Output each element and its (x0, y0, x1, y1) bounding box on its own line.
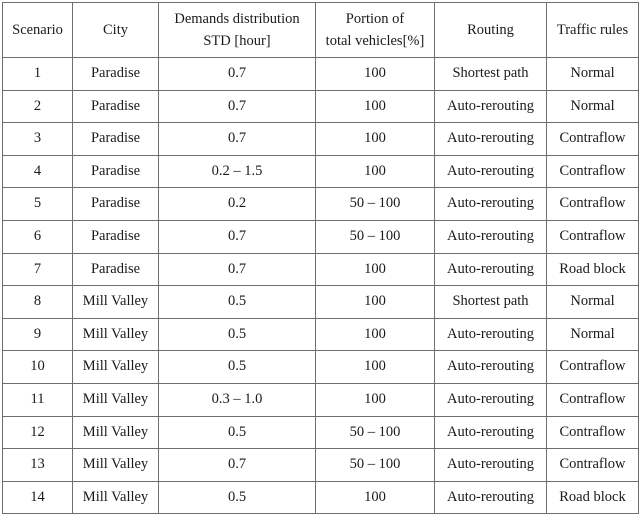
cell-portion: 100 (316, 318, 435, 351)
cell-demands: 0.7 (159, 90, 316, 123)
cell-routing: Auto-rerouting (435, 449, 547, 482)
cell-demands: 0.7 (159, 220, 316, 253)
cell-demands: 0.5 (159, 351, 316, 384)
table-row (3, 383, 639, 416)
cell-routing: Auto-rerouting (435, 188, 547, 221)
cell-traffic: Contraflow (547, 383, 639, 416)
cell-routing: Auto-rerouting (435, 383, 547, 416)
cell-scenario: 10 (3, 351, 73, 384)
cell-routing: Auto-rerouting (435, 253, 547, 286)
cell-routing: Auto-rerouting (435, 481, 547, 514)
cell-scenario: 11 (3, 383, 73, 416)
cell-city: Mill Valley (73, 286, 159, 319)
cell-scenario: 8 (3, 286, 73, 319)
cell-demands: 0.7 (159, 123, 316, 156)
cell-city: Paradise (73, 123, 159, 156)
cell-routing: Shortest path (435, 58, 547, 91)
cell-traffic: Contraflow (547, 351, 639, 384)
cell-demands: 0.5 (159, 286, 316, 319)
cell-demands: 0.2 – 1.5 (159, 155, 316, 188)
cell-scenario: 9 (3, 318, 73, 351)
cell-city: Paradise (73, 90, 159, 123)
cell-traffic: Road block (547, 481, 639, 514)
scenario-table-container (2, 2, 638, 514)
cell-portion: 100 (316, 123, 435, 156)
cell-routing: Auto-rerouting (435, 351, 547, 384)
cell-routing: Auto-rerouting (435, 123, 547, 156)
cell-city: Mill Valley (73, 383, 159, 416)
cell-demands: 0.2 (159, 188, 316, 221)
cell-routing: Auto-rerouting (435, 90, 547, 123)
cell-routing: Auto-rerouting (435, 155, 547, 188)
table-row (3, 449, 639, 482)
column-header-line: Portion of (345, 10, 405, 27)
cell-scenario: 5 (3, 188, 73, 221)
column-header-routing (435, 3, 547, 58)
cell-city: Mill Valley (73, 351, 159, 384)
cell-demands: 0.5 (159, 318, 316, 351)
table-header (3, 3, 639, 58)
cell-city: Mill Valley (73, 481, 159, 514)
column-header-portion (316, 3, 435, 58)
table-row (3, 286, 639, 319)
cell-routing: Shortest path (435, 286, 547, 319)
cell-scenario: 2 (3, 90, 73, 123)
cell-portion: 100 (316, 481, 435, 514)
cell-traffic: Contraflow (547, 123, 639, 156)
cell-scenario: 13 (3, 449, 73, 482)
column-header-line: total vehicles[%] (325, 33, 425, 49)
table-row (3, 155, 639, 188)
scenario-configuration-table (2, 2, 639, 514)
cell-traffic: Road block (547, 253, 639, 286)
cell-portion: 100 (316, 155, 435, 188)
cell-traffic: Normal (547, 318, 639, 351)
table-body (3, 58, 639, 514)
cell-city: Paradise (73, 220, 159, 253)
cell-traffic: Contraflow (547, 220, 639, 253)
cell-city: Mill Valley (73, 449, 159, 482)
column-header-line: City (103, 21, 128, 38)
cell-scenario: 1 (3, 58, 73, 91)
cell-portion: 50 – 100 (316, 416, 435, 449)
cell-portion: 100 (316, 383, 435, 416)
cell-city: Paradise (73, 188, 159, 221)
table-row (3, 188, 639, 221)
cell-demands: 0.5 (159, 416, 316, 449)
table-header-row (3, 3, 639, 58)
column-header-traffic (547, 3, 639, 58)
table-row (3, 351, 639, 384)
cell-portion: 50 – 100 (316, 449, 435, 482)
column-header-line: Routing (467, 21, 514, 38)
column-header-line: STD [hour] (203, 33, 271, 49)
column-header-demands (159, 3, 316, 58)
cell-traffic: Contraflow (547, 188, 639, 221)
cell-demands: 0.7 (159, 253, 316, 286)
cell-city: Paradise (73, 155, 159, 188)
column-header-line: Demands distribution (174, 10, 300, 27)
table-row (3, 318, 639, 351)
table-row (3, 123, 639, 156)
cell-traffic: Contraflow (547, 155, 639, 188)
cell-city: Mill Valley (73, 318, 159, 351)
cell-scenario: 7 (3, 253, 73, 286)
cell-city: Mill Valley (73, 416, 159, 449)
cell-traffic: Normal (547, 58, 639, 91)
cell-demands: 0.5 (159, 481, 316, 514)
cell-portion: 100 (316, 351, 435, 384)
cell-routing: Auto-rerouting (435, 318, 547, 351)
cell-scenario: 3 (3, 123, 73, 156)
cell-traffic: Contraflow (547, 449, 639, 482)
cell-scenario: 4 (3, 155, 73, 188)
column-header-line: Traffic rules (556, 21, 629, 38)
cell-routing: Auto-rerouting (435, 416, 547, 449)
cell-portion: 100 (316, 90, 435, 123)
table-row (3, 90, 639, 123)
cell-portion: 100 (316, 286, 435, 319)
cell-scenario: 14 (3, 481, 73, 514)
cell-scenario: 12 (3, 416, 73, 449)
cell-portion: 100 (316, 58, 435, 91)
table-row (3, 220, 639, 253)
column-header-scenario (3, 3, 73, 58)
cell-portion: 50 – 100 (316, 220, 435, 253)
cell-routing: Auto-rerouting (435, 220, 547, 253)
cell-traffic: Normal (547, 90, 639, 123)
cell-demands: 0.7 (159, 58, 316, 91)
column-header-city (73, 3, 159, 58)
cell-traffic: Normal (547, 286, 639, 319)
cell-city: Paradise (73, 253, 159, 286)
table-row (3, 253, 639, 286)
cell-demands: 0.3 – 1.0 (159, 383, 316, 416)
column-header-line: Scenario (12, 21, 63, 38)
cell-demands: 0.7 (159, 449, 316, 482)
cell-scenario: 6 (3, 220, 73, 253)
cell-portion: 50 – 100 (316, 188, 435, 221)
cell-city: Paradise (73, 58, 159, 91)
cell-traffic: Contraflow (547, 416, 639, 449)
table-row (3, 416, 639, 449)
cell-portion: 100 (316, 253, 435, 286)
table-row (3, 58, 639, 91)
